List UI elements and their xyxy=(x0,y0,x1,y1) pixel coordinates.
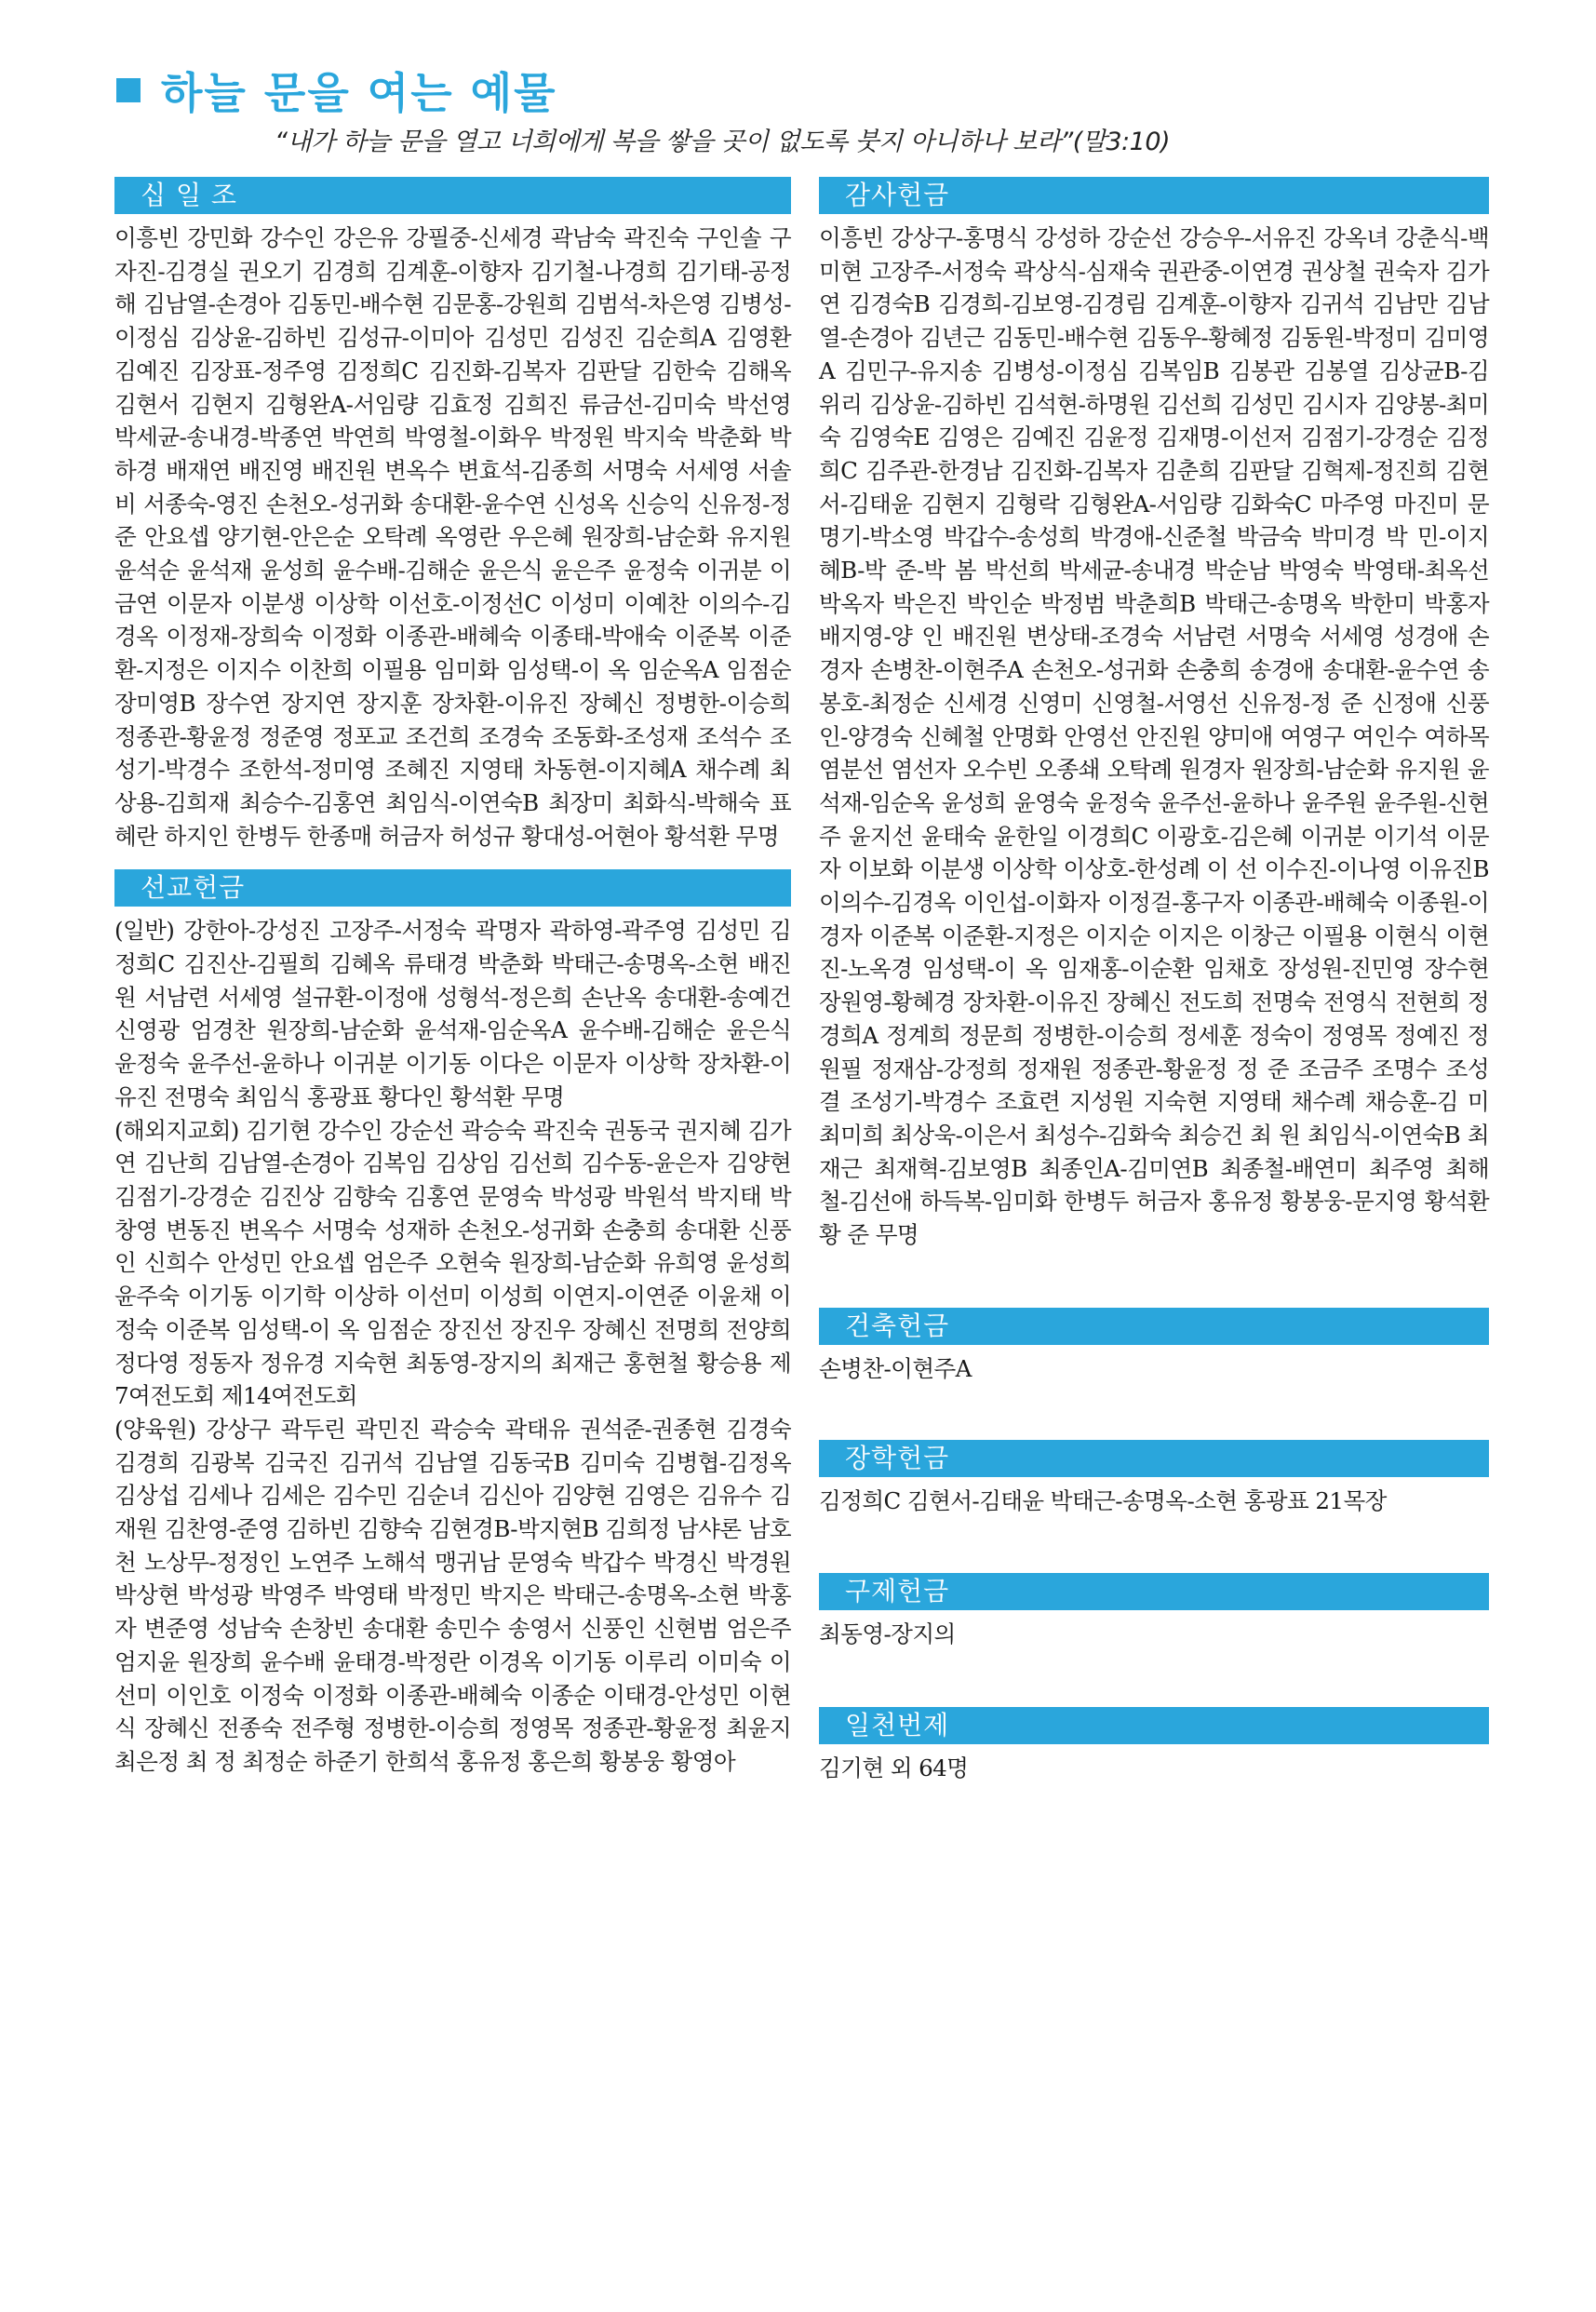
thanks-section xyxy=(819,177,1489,1252)
thousand-names: 김기현 외 64명 xyxy=(819,1754,969,1781)
mission-general xyxy=(114,914,791,1113)
tithe-section xyxy=(114,177,791,853)
left-column xyxy=(114,177,791,1779)
tithe-header: 십 일 조 xyxy=(114,177,791,214)
thanks-header: 감사헌금 xyxy=(819,177,1489,214)
mission-nursing-names: 강상구 곽두린 곽민진 곽승숙 곽태유 권석준-권종현 김경숙 김경희 김광복 김국진 김귀석 김남열 김동국B 김미숙 김병협-김정옥 김상섭 김세나 김세은 김수민 김순녀 김신아 김양현 김영은 김유수 김재원 김찬영-준영 김하빈 김향숙 김현경B-박지현B 김희정 남샤론 남호천 노상무-정정인 노연주 노해석 맹귀남 문영숙 박갑수 박경신 박경원 박상현 박성광 박영주 박영태 박정민 박지은 박태근-송명옥-소현 박홍자 변준영 성남숙 손창빈 송대환 송민수 송영서 신풍인 신현범 엄은주 엄지윤 원장희 윤수배 윤태경-박정란 이경옥 이기동 이루리 이미숙 이선미 이인호 이정숙 이정화 이종관-배혜숙 이종순 이태경-안성민 이현식 장혜신 전종숙 전주형 정병한-이승희 정영목 정종관-황윤정 최윤지 최은정 최 정 최정순 하준기 한희석 홍유정 홍은희 황봉웅 황영아 xyxy=(114,1415,791,1775)
mission-nursing xyxy=(114,1413,791,1779)
right-column xyxy=(819,177,1489,1785)
mission-overseas xyxy=(114,1114,791,1413)
relief-names: 최동영-장지의 xyxy=(819,1620,956,1648)
title-bullet-icon xyxy=(116,78,141,102)
building-names: 손병찬-이현주A xyxy=(819,1354,972,1382)
scholarship-header: 장학헌금 xyxy=(819,1440,1489,1477)
page-title: 하늘 문을 여는 예물 xyxy=(161,68,557,118)
mission-nursing-label: (양육원) xyxy=(114,1415,196,1443)
mission-section xyxy=(114,869,791,1778)
building-header: 건축헌금 xyxy=(819,1308,1489,1345)
mission-header: 선교헌금 xyxy=(114,869,791,907)
mission-general-names: 강한아-강성진 고장주-서정숙 곽명자 곽하영-곽주영 김성민 김정희C 김진산-김필희 김혜옥 류태경 박춘화 박태근-송명옥-소현 배진원 서남련 서세영 설규환-이정애 성형석-정은희 손난옥 송대환-송예건 신영광 엄경찬 원장희-남순화 윤석재-임순옥A 윤수배-김해순 윤은식 윤정숙 윤주선-윤하나 이귀분 이기동 이다은 이문자 이상학 장차환-이유진 전명숙 최임식 홍광표 황다인 황석환 무명 xyxy=(114,917,791,1110)
mission-overseas-names: 김기현 강수인 강순선 곽승숙 곽진숙 권동국 권지혜 김가연 김난희 김남열-손경아 김복임 김상임 김선희 김수동-윤은자 김양현 김점기-강경순 김진상 김향숙 김홍연 문영숙 박성광 박원석 박지태 박창영 변동진 변옥수 서명숙 성재하 손천오-성귀화 손충희 송대환 신풍인 신희수 안성민 안요셉 엄은주 오현숙 원장희-남순화 유희영 윤성희 윤주숙 이기동 이기학 이상하 이선미 이성희 이연지-이연준 이윤채 이정숙 이준복 임성택-이 옥 임점순 장진선 장진우 장혜신 전명희 전양희 정다영 정동자 정유경 지숙현 최동영-장지의 최재근 홍현철 황승용 제7여전도회 제14여전도회 xyxy=(114,1116,791,1410)
mission-body xyxy=(114,914,791,1778)
scholarship-section xyxy=(819,1440,1489,1518)
relief-header: 구제헌금 xyxy=(819,1573,1489,1610)
tithe-names: 이흥빈 강민화 강수인 강은유 강필중-신세경 곽남숙 곽진숙 구인솔 구자진-김경실 권오기 김경희 김계훈-이향자 김기철-나경희 김기태-공정해 김남열-손경아 김동민-배수현 김문홍-강원희 김범석-차은영 김병성-이정심 김상윤-김하빈 김성규-이미아 김성민 김성진 김순희A 김영환 김예진 김장표-정주영 김정희C 김진화-김복자 김판달 김한숙 김해옥 김현서 김현지 김형완A-서임량 김효정 김희진 류금선-김미숙 박선영 박세균-송내경-박종연 박연희 박영철-이화우 박정원 박지숙 박춘화 박하경 배재연 배진영 배진원 변옥수 변효석-김종희 서명숙 서세영 서솔비 서종숙-영진 손천오-성귀화 송대환-윤수연 신성옥 신승익 신유정-정 준 안요셉 양기현-안은순 오탁례 옥영란 우은혜 원장희-남순화 유지원 윤석순 윤석재 윤성희 윤수배-김해순 윤은식 윤은주 윤정숙 이귀분 이금연 이문자 이분생 이상학 이선호-이정선C 이성미 이예찬 이의수-김경옥 이정재-장희숙 이정화 이종관-배혜숙 이종태-박애숙 이준복 이준환-지정은 이지수 이찬희 이필용 임미화 임성택-이 옥 임순옥A 임점순 장미영B 장수연 장지연 장지훈 장차환-이유진 장혜신 정병한-이승희 정종관-황윤정 정준영 정포교 조건희 조경숙 조동화-조성재 조석수 조성기-박경수 조한석-정미영 조혜진 지영태 차동현-이지혜A 채수례 최상용-김희재 최승수-김홍연 최임식-이연숙B 최장미 최화식-박해숙 표혜란 하지인 한병두 한종매 허금자 허성규 황대성-어현아 황석환 무명 xyxy=(114,224,791,850)
thanks-names: 이흥빈 강상구-홍명식 강성하 강순선 강승우-서유진 강옥녀 강춘식-백미현 고장주-서정숙 곽상식-심재숙 권관중-이연경 권상철 권숙자 김가연 김경숙B 김경희-김보영-김경림 김계훈-이향자 김귀석 김남만 김남열-손경아 김년근 김동민-배수현 김동우-황혜정 김동원-박정미 김미영A 김민구-유지송 김병성-이정심 김복임B 김봉관 김봉열 김상균B-김위리 김상윤-김하빈 김석현-하명원 김선희 김성민 김시자 김양봉-최미숙 김영숙E 김영은 김예진 김윤정 김재명-이선저 김점기-강경순 김정희C 김주관-한경남 김진화-김복자 김춘희 김판달 김혁제-정진희 김현서-김태윤 김현지 김형락 김형완A-서임량 김화숙C 마주영 마진미 문명기-박소영 박갑수-송성희 박경애-신준철 박금숙 박미경 박 민-이지혜B-박 준-박 봄 박선희 박세균-송내경 박순남 박영숙 박영태-최옥선 박옥자 박은진 박인순 박정범 박춘희B 박태근-송명옥 박한미 박홍자 배지영-양 인 배진원 변상태-조경숙 서남련 서명숙 서세영 성경애 손경자 손병찬-이현주A 손천오-성귀화 손충희 송경애 송대환-윤수연 송봉호-최정순 신세경 신영미 신영철-서영선 신유정-정 준 신정애 신풍인-양경숙 신혜철 안명화 안영선 안진원 양미애 여영구 여인수 여하목 염분선 염선자 오수빈 오종쇄 오탁례 원경자 원장희-남순화 유지원 윤석재-임순옥 윤성희 윤영숙 윤정숙 윤주선-윤하나 윤주원 윤주원-신현주 윤지선 윤태숙 윤한일 이경희C 이광호-김은혜 이귀분 이기석 이문자 이보화 이분생 이상학 이상호-한성례 이 선 이수진-이나영 이유진B 이의수-김경옥 이인섭-이화자 이정걸-홍구자 이종관-배혜숙 이종원-이경자 이준복 이준환-지정은 이지순 이지은 이창근 이필용 이현식 이현진-노옥경 임성택-이 옥 임재홍-이순환 임채호 장성원-진민영 장수현 장원영-황혜경 장차환-이유진 장혜신 전도희 전명숙 전영식 전현희 정경희A 정계희 정문희 정병한-이승희 정세훈 정숙이 정영목 정예진 정원필 정재삼-강정희 정재원 정종관-황윤정 정 준 조금주 조명수 조성결 조성기-박경수 조효련 지성원 지숙현 지영태 채수례 채승훈-김 미 최미희 최상욱-이은서 최성수-김화숙 최승건 최 원 최임식-이연숙B 최재근 최재혁-김보영B 최종인A-김미연B 최종철-배연미 최주영 최해철-김선애 하득복-임미화 한병두 허금자 홍유정 황봉웅-문지영 황석환 황 준 무명 xyxy=(819,224,1489,1249)
building-section xyxy=(819,1308,1489,1386)
thousand-header: 일천번제 xyxy=(819,1707,1489,1744)
mission-general-label: (일반) xyxy=(114,917,175,945)
page-title-row xyxy=(116,58,557,123)
thousand-section xyxy=(819,1707,1489,1785)
relief-section xyxy=(819,1573,1489,1651)
bible-verse: “내가 하늘 문을 열고 너희에게 복을 쌓을 곳이 없도록 붓지 아니하나 보라”(말3:10) xyxy=(275,128,1171,156)
scholarship-names: 김정희C 김현서-김태윤 박태근-송명옥-소현 홍광표 21목장 xyxy=(819,1486,1387,1514)
mission-overseas-label: (해외지교회) xyxy=(114,1116,239,1144)
